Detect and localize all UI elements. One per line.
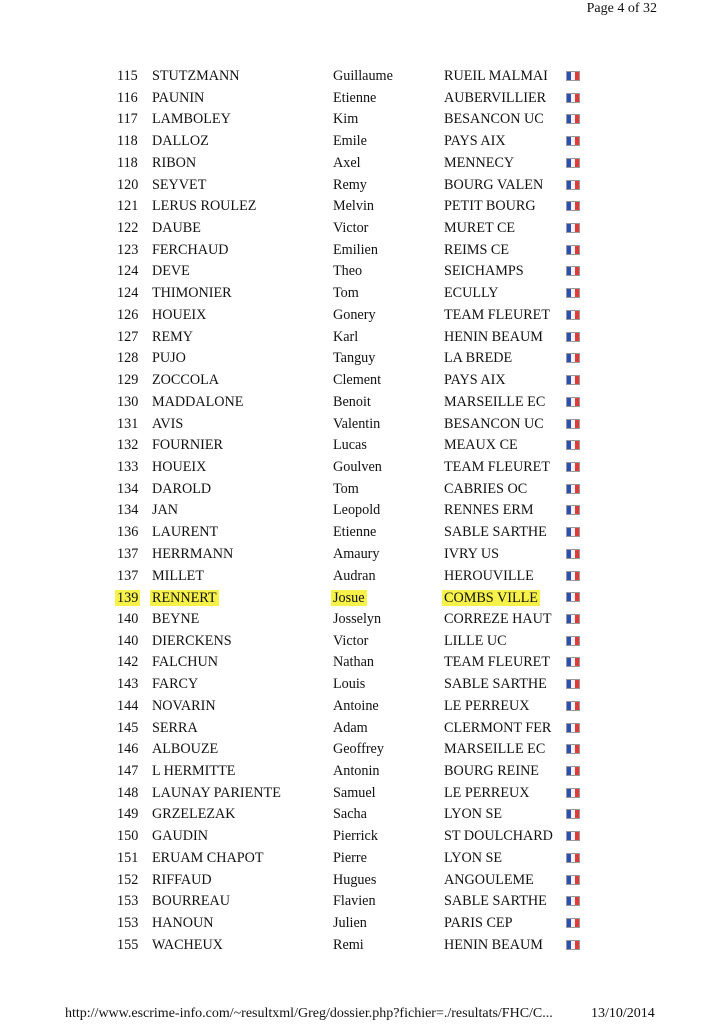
rank-cell: 153 xyxy=(117,893,139,910)
france-flag-icon xyxy=(566,288,580,298)
france-flag-icon xyxy=(566,419,580,429)
france-flag-icon xyxy=(566,875,580,885)
france-flag-icon xyxy=(566,636,580,646)
result-row-highlighted xyxy=(0,587,723,609)
rank-cell: 139 xyxy=(117,590,139,607)
france-flag-icon xyxy=(566,701,580,711)
first-name-cell: Gonery xyxy=(333,306,376,323)
club-cell: PARIS CEP xyxy=(444,915,513,932)
club-cell: RUEIL MALMAI xyxy=(444,68,548,84)
club-cell: TEAM FLEURET xyxy=(444,306,551,323)
rank-cell: 150 xyxy=(117,828,139,845)
first-name-cell: Etienne xyxy=(333,89,377,106)
france-flag-icon xyxy=(566,310,580,320)
club-cell: SABLE SARTHE xyxy=(444,676,547,693)
result-row xyxy=(0,327,723,349)
first-name-cell: Valentin xyxy=(333,415,381,432)
last-name-cell: GRZELEZAK xyxy=(152,806,236,823)
last-name-cell: HANOUN xyxy=(152,915,214,932)
first-name-cell: Goulven xyxy=(333,458,382,475)
france-flag-icon xyxy=(566,71,580,81)
result-row xyxy=(0,414,723,436)
rank-cell: 145 xyxy=(117,719,139,736)
rank-cell: 149 xyxy=(117,806,139,823)
france-flag-icon xyxy=(566,614,580,624)
first-name-cell: Pierre xyxy=(333,849,367,866)
first-name-cell: Remi xyxy=(333,936,364,953)
france-flag-icon xyxy=(566,679,580,689)
last-name-cell: HERRMANN xyxy=(152,545,234,562)
result-row xyxy=(0,131,723,153)
france-flag-icon xyxy=(566,266,580,276)
club-cell: LILLE UC xyxy=(444,632,507,649)
rank-cell: 153 xyxy=(117,915,139,932)
rank-cell: 118 xyxy=(117,133,138,150)
last-name-cell: DALLOZ xyxy=(152,133,209,150)
first-name-cell: Lucas xyxy=(333,437,367,454)
result-row xyxy=(0,566,723,588)
first-name-cell: Melvin xyxy=(333,198,374,215)
last-name-cell: HOUEIX xyxy=(152,306,207,323)
club-cell: COMBS VILLE xyxy=(444,590,538,607)
club-cell: ANGOULEME xyxy=(444,871,534,888)
rank-cell: 155 xyxy=(117,936,139,953)
rank-cell: 142 xyxy=(117,654,139,671)
france-flag-icon xyxy=(566,484,580,494)
first-name-cell: Flavien xyxy=(333,893,376,910)
last-name-cell: HOUEIX xyxy=(152,458,207,475)
footer-date: 13/10/2014 xyxy=(591,1006,655,1021)
club-cell: BESANCON UC xyxy=(444,415,544,432)
last-name-cell: SEYVET xyxy=(152,176,207,193)
france-flag-icon xyxy=(566,940,580,950)
last-name-cell: THIMONIER xyxy=(152,285,232,302)
first-name-cell: Pierrick xyxy=(333,828,378,845)
last-name-cell: FALCHUN xyxy=(152,654,218,671)
first-name-cell: Samuel xyxy=(333,784,376,801)
club-cell: MURET CE xyxy=(444,220,516,237)
rank-cell: 146 xyxy=(117,741,139,758)
first-name-cell: Geoffrey xyxy=(333,741,384,758)
club-cell: PAYS AIX xyxy=(444,372,506,389)
rank-cell: 148 xyxy=(117,784,139,801)
first-name-cell: Julien xyxy=(333,915,367,932)
rank-cell: 133 xyxy=(117,458,139,475)
france-flag-icon xyxy=(566,571,580,581)
club-cell: LE PERREUX xyxy=(444,784,530,801)
club-cell: CORREZE HAUT xyxy=(444,610,552,627)
rank-cell: 134 xyxy=(117,480,139,497)
first-name-cell: Victor xyxy=(333,632,369,649)
club-cell: LYON SE xyxy=(444,849,503,866)
first-name-cell: Karl xyxy=(333,328,359,345)
result-row xyxy=(0,305,723,327)
last-name-cell: WACHEUX xyxy=(152,936,223,953)
result-row xyxy=(0,718,723,740)
first-name-cell: Tom xyxy=(333,480,359,497)
rank-cell: 130 xyxy=(117,393,139,410)
first-name-cell: Emile xyxy=(333,133,367,150)
rank-cell: 116 xyxy=(117,89,138,106)
last-name-cell: DEVE xyxy=(152,263,190,280)
rank-cell: 151 xyxy=(117,849,139,866)
first-name-cell: Josue xyxy=(333,590,365,607)
first-name-cell: Amaury xyxy=(333,545,380,562)
first-name-cell: Kim xyxy=(333,111,359,128)
france-flag-icon xyxy=(566,440,580,450)
france-flag-icon xyxy=(566,788,580,798)
rank-cell: 132 xyxy=(117,437,139,454)
rank-cell: 136 xyxy=(117,524,139,541)
first-name-cell: Etienne xyxy=(333,524,377,541)
first-name-cell: Josselyn xyxy=(333,610,382,627)
first-name-cell: Nathan xyxy=(333,654,374,671)
last-name-cell: PUJO xyxy=(152,350,186,367)
last-name-cell: LAMBOLEY xyxy=(152,111,231,128)
last-name-cell: STUTZMANN xyxy=(152,68,240,84)
rank-cell: 129 xyxy=(117,372,139,389)
result-row xyxy=(0,261,723,283)
last-name-cell: DAUBE xyxy=(152,220,201,237)
france-flag-icon xyxy=(566,375,580,385)
first-name-cell: Axel xyxy=(333,154,361,171)
club-cell: SEICHAMPS xyxy=(444,263,524,280)
result-row xyxy=(0,913,723,935)
results-list xyxy=(0,66,723,956)
club-cell: LA BREDE xyxy=(444,350,513,367)
result-row xyxy=(0,870,723,892)
first-name-cell: Hugues xyxy=(333,871,377,888)
club-cell: LYON SE xyxy=(444,806,503,823)
result-row xyxy=(0,109,723,131)
rank-cell: 124 xyxy=(117,263,139,280)
club-cell: MENNECY xyxy=(444,154,515,171)
france-flag-icon xyxy=(566,527,580,537)
result-row xyxy=(0,935,723,957)
club-cell: ECULLY xyxy=(444,285,499,302)
rank-cell: 128 xyxy=(117,350,139,367)
result-row xyxy=(0,218,723,240)
club-cell: ST DOULCHARD xyxy=(444,828,553,845)
club-cell: PAYS AIX xyxy=(444,133,506,150)
footer-url[interactable]: http://www.escrime-info.com/~resultxml/Greg/dossier.php?fichier=./resultats/FHC/C... xyxy=(65,1006,553,1021)
result-row xyxy=(0,522,723,544)
last-name-cell: BEYNE xyxy=(152,610,200,627)
club-cell: CABRIES OC xyxy=(444,480,528,497)
rank-cell: 121 xyxy=(117,198,139,215)
result-row xyxy=(0,479,723,501)
last-name-cell: DIERCKENS xyxy=(152,632,232,649)
result-row xyxy=(0,609,723,631)
result-row xyxy=(0,739,723,761)
first-name-cell: Adam xyxy=(333,719,368,736)
club-cell: MARSEILLE EC xyxy=(444,393,546,410)
france-flag-icon xyxy=(566,158,580,168)
france-flag-icon xyxy=(566,744,580,754)
france-flag-icon xyxy=(566,766,580,776)
last-name-cell: MADDALONE xyxy=(152,393,244,410)
first-name-cell: Clement xyxy=(333,372,382,389)
rank-cell: 131 xyxy=(117,415,139,432)
result-row xyxy=(0,544,723,566)
last-name-cell: RIFFAUD xyxy=(152,871,212,888)
first-name-cell: Emilien xyxy=(333,241,378,258)
france-flag-icon xyxy=(566,353,580,363)
france-flag-icon xyxy=(566,918,580,928)
last-name-cell: FARCY xyxy=(152,676,199,693)
club-cell: AUBERVILLIER xyxy=(444,89,547,106)
last-name-cell: FOURNIER xyxy=(152,437,223,454)
result-row xyxy=(0,804,723,826)
rank-cell: 118 xyxy=(117,154,138,171)
france-flag-icon xyxy=(566,549,580,559)
france-flag-icon xyxy=(566,592,580,602)
result-row xyxy=(0,826,723,848)
rank-cell: 144 xyxy=(117,697,139,714)
rank-cell: 120 xyxy=(117,176,139,193)
rank-cell: 123 xyxy=(117,241,139,258)
club-cell: BESANCON UC xyxy=(444,111,544,128)
result-row xyxy=(0,783,723,805)
club-cell: HEROUVILLE xyxy=(444,567,534,584)
rank-cell: 147 xyxy=(117,763,139,779)
club-cell: TEAM FLEURET xyxy=(444,458,551,475)
result-row xyxy=(0,392,723,414)
club-cell: SABLE SARTHE xyxy=(444,524,547,541)
first-name-cell: Theo xyxy=(333,263,363,280)
result-row xyxy=(0,500,723,522)
result-row xyxy=(0,196,723,218)
france-flag-icon xyxy=(566,505,580,515)
france-flag-icon xyxy=(566,462,580,472)
club-cell: RENNES ERM xyxy=(444,502,534,519)
rank-cell: 152 xyxy=(117,871,139,888)
rank-cell: 115 xyxy=(117,68,138,84)
first-name-cell: Tanguy xyxy=(333,350,376,367)
france-flag-icon xyxy=(566,896,580,906)
france-flag-icon xyxy=(566,201,580,211)
rank-cell: 117 xyxy=(117,111,138,128)
last-name-cell: ALBOUZE xyxy=(152,741,219,758)
last-name-cell: ZOCCOLA xyxy=(152,372,219,389)
france-flag-icon xyxy=(566,657,580,667)
result-row xyxy=(0,457,723,479)
first-name-cell: Antonin xyxy=(333,763,380,779)
club-cell: PETIT BOURG xyxy=(444,198,536,215)
club-cell: REIMS CE xyxy=(444,241,510,258)
club-cell: IVRY US xyxy=(444,545,500,562)
first-name-cell: Audran xyxy=(333,567,376,584)
france-flag-icon xyxy=(566,332,580,342)
result-row xyxy=(0,175,723,197)
france-flag-icon xyxy=(566,831,580,841)
last-name-cell: BOURREAU xyxy=(152,893,231,910)
first-name-cell: Louis xyxy=(333,676,366,693)
club-cell: MARSEILLE EC xyxy=(444,741,546,758)
last-name-cell: RIBON xyxy=(152,154,197,171)
first-name-cell: Antoine xyxy=(333,697,379,714)
rank-cell: 134 xyxy=(117,502,139,519)
result-row xyxy=(0,674,723,696)
result-row xyxy=(0,848,723,870)
france-flag-icon xyxy=(566,114,580,124)
result-row xyxy=(0,891,723,913)
last-name-cell: ERUAM CHAPOT xyxy=(152,849,264,866)
last-name-cell: LAUNAY PARIENTE xyxy=(152,784,281,801)
result-row xyxy=(0,696,723,718)
rank-cell: 140 xyxy=(117,632,139,649)
club-cell: TEAM FLEURET xyxy=(444,654,551,671)
last-name-cell: NOVARIN xyxy=(152,697,216,714)
france-flag-icon xyxy=(566,180,580,190)
result-row xyxy=(0,435,723,457)
rank-cell: 137 xyxy=(117,545,139,562)
france-flag-icon xyxy=(566,223,580,233)
last-name-cell: AVIS xyxy=(152,415,184,432)
rank-cell: 127 xyxy=(117,328,139,345)
rank-cell: 137 xyxy=(117,567,139,584)
rank-cell: 140 xyxy=(117,610,139,627)
rank-cell: 126 xyxy=(117,306,139,323)
club-cell: BOURG VALEN xyxy=(444,176,544,193)
result-row xyxy=(0,761,723,783)
first-name-cell: Sacha xyxy=(333,806,367,823)
last-name-cell: L HERMITTE xyxy=(152,763,236,779)
result-row xyxy=(0,240,723,262)
france-flag-icon xyxy=(566,723,580,733)
last-name-cell: REMY xyxy=(152,328,193,345)
last-name-cell: GAUDIN xyxy=(152,828,208,845)
result-row xyxy=(0,153,723,175)
last-name-cell: JAN xyxy=(152,502,179,519)
result-row xyxy=(0,88,723,110)
france-flag-icon xyxy=(566,245,580,255)
club-cell: BOURG REINE xyxy=(444,763,539,779)
last-name-cell: RENNERT xyxy=(152,590,217,607)
page-number: Page 4 of 32 xyxy=(586,1,657,16)
first-name-cell: Remy xyxy=(333,176,367,193)
last-name-cell: LAURENT xyxy=(152,524,219,541)
result-row xyxy=(0,631,723,653)
club-cell: SABLE SARTHE xyxy=(444,893,547,910)
france-flag-icon xyxy=(566,853,580,863)
last-name-cell: MILLET xyxy=(152,567,205,584)
first-name-cell: Victor xyxy=(333,220,369,237)
last-name-cell: LERUS ROULEZ xyxy=(152,198,257,215)
club-cell: HENIN BEAUM xyxy=(444,936,543,953)
result-row xyxy=(0,283,723,305)
france-flag-icon xyxy=(566,809,580,819)
club-cell: LE PERREUX xyxy=(444,697,530,714)
first-name-cell: Guillaume xyxy=(333,68,393,84)
result-row xyxy=(0,652,723,674)
rank-cell: 124 xyxy=(117,285,139,302)
last-name-cell: FERCHAUD xyxy=(152,241,229,258)
france-flag-icon xyxy=(566,136,580,146)
france-flag-icon xyxy=(566,397,580,407)
last-name-cell: DAROLD xyxy=(152,480,212,497)
club-cell: HENIN BEAUM xyxy=(444,328,543,345)
result-row xyxy=(0,370,723,392)
first-name-cell: Benoit xyxy=(333,393,371,410)
rank-cell: 122 xyxy=(117,220,139,237)
last-name-cell: PAUNIN xyxy=(152,89,205,106)
first-name-cell: Leopold xyxy=(333,502,381,519)
result-row xyxy=(0,348,723,370)
club-cell: CLERMONT FER xyxy=(444,719,552,736)
france-flag-icon xyxy=(566,93,580,103)
first-name-cell: Tom xyxy=(333,285,359,302)
rank-cell: 143 xyxy=(117,676,139,693)
result-row xyxy=(0,66,723,88)
last-name-cell: SERRA xyxy=(152,719,198,736)
club-cell: MEAUX CE xyxy=(444,437,518,454)
